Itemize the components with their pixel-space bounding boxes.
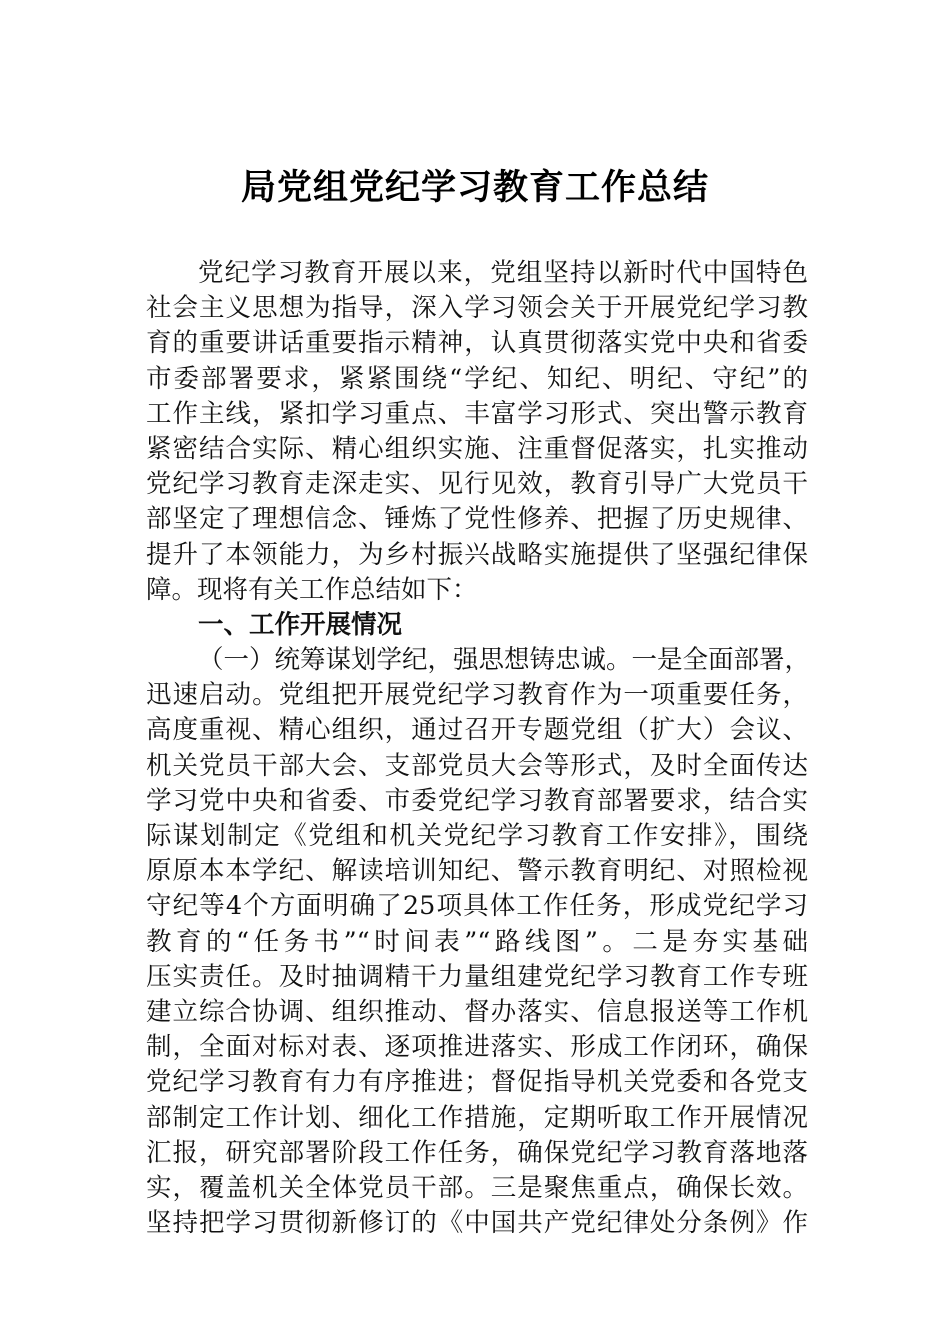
paragraph-line: 学习党中央和省委、市委党纪学习教育部署要求，结合实 — [146, 785, 808, 816]
paragraph-line: 提升了本领能力，为乡村振兴战略实施提供了坚强纪律保 — [146, 539, 808, 570]
paragraph-line: 实，覆盖机关全体党员干部。三是聚焦重点，确保长效。 — [146, 1172, 808, 1203]
paragraph-line: 原原本本学纪、解读培训知纪、警示教育明纪、对照检视 — [146, 856, 808, 887]
paragraph-line: 部制定工作计划、细化工作措施，定期听取工作开展情况 — [146, 1102, 808, 1133]
paragraph-line: 社会主义思想为指导，深入学习领会关于开展党纪学习教 — [146, 293, 808, 324]
paragraph-line: 汇报，研究部署阶段工作任务，确保党纪学习教育落地落 — [146, 1137, 808, 1168]
paragraph-line: 守纪等4个方面明确了25项具体工作任务，形成党纪学习 — [146, 891, 808, 922]
section-heading: 一、工作开展情况 — [198, 609, 403, 640]
paragraph-line: 迅速启动。党组把开展党纪学习教育作为一项重要任务， — [146, 680, 808, 711]
paragraph-line: （一）统筹谋划学纪，强思想铸忠诚。一是全面部署， — [198, 645, 811, 676]
paragraph-line: 育的重要讲话重要指示精神，认真贯彻落实党中央和省委 — [146, 328, 808, 359]
paragraph-line: 部坚定了理想信念、锤炼了党性修养、把握了历史规律、 — [146, 504, 808, 535]
paragraph-line: 障。现将有关工作总结如下： — [146, 574, 478, 605]
document-title: 局党组党纪学习教育工作总结 — [240, 167, 709, 208]
paragraph-line: 际谋划制定《党组和机关党纪学习教育工作安排》，围绕 — [146, 821, 808, 851]
paragraph-line: 高度重视、精心组织，通过召开专题党组（扩大）会议、 — [146, 715, 808, 746]
paragraph-line: 党纪学习教育有力有序推进；督促指导机关党委和各党支 — [146, 1067, 808, 1098]
paragraph-line: 压实责任。及时抽调精干力量组建党纪学习教育工作专班 — [146, 961, 808, 992]
paragraph-line: 机关党员干部大会、支部党员大会等形式，及时全面传达 — [146, 750, 808, 781]
paragraph-line: 市委部署要求，紧紧围绕“学纪、知纪、明纪、守纪”的 — [146, 363, 808, 394]
paragraph-line: 制，全面对标对表、逐项推进落实、形成工作闭环，确保 — [146, 1032, 808, 1063]
paragraph-line: 党纪学习教育走深走实、见行见效，教育引导广大党员干 — [146, 469, 808, 500]
paragraph-line: 工作主线，紧扣学习重点、丰富学习形式、突出警示教育 — [146, 398, 808, 429]
paragraph-line: 坚持把学习贯彻新修订的《中国共产党纪律处分条例》作 — [146, 1208, 808, 1239]
paragraph-line: 建立综合协调、组织推动、督办落实、信息报送等工作机 — [146, 996, 808, 1027]
paragraph-line: 党纪学习教育开展以来，党组坚持以新时代中国特色 — [198, 258, 808, 288]
document-body — [146, 256, 811, 1241]
paragraph-line: 紧密结合实际、精心组织实施、注重督促落实，扎实推动 — [146, 433, 808, 464]
paragraph-line: 教育的“任务书”“时间表”“路线图”。二是夯实基础 — [146, 926, 808, 957]
